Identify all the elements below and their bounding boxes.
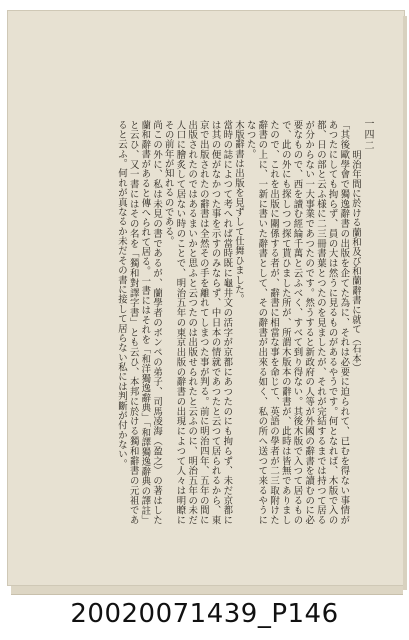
paragraph-4: 尚この外に、私は未見の書であるが、蘭學者のボンペの弟子、司馬凌海（盈之）の著はした蘭和辭書があると傳へられて居る。一書にはそれを「和洋獨逸辭典」「和譯獨逸辭典の譯註」と云ひ、又一書にはその名を「獨和對譯字書」とも云ひ、本邦に於ける獨和辭書の元祖であると云ふ。何れが真なるか未だその書に接して居らない私には判斷が付かない。 — [115, 120, 163, 525]
section-heading: 明治年間に於ける蘭和及び和蘭辭書に就て（石本） — [350, 150, 361, 373]
paragraph-3: 當時の誌によつて考へれば當時既に龜井文の活字が京都にあつたのにも拘らず、未だ京都には其の便がなかつた事を示すのみならず、中日本の情就であつたと云つて居られるから、東京で出版されたの辭書は全然その手を離れてしまつた事が判る。前に明治四年、五年の間に出版されたのではあるまいかと思ふと云つたのは出版せられたと云ふのに、明治五年の未だ人口に膾炙して居ない時のことで、明治五年の東京出版の辭書の出現によつて人々は明瞭にその前年が知れるのである。 — [162, 120, 233, 525]
page-edge-right — [403, 16, 407, 590]
paragraph-1: 「其後歐學會で獨逸辭書の出版を企てた為に、それは必要に迫られて、已むを得ない事情があつたにしても拘らず、員の大は然うに見るものがあるやうです。何となれば、木版で入の都、日の部と云ふ様に二三冊書葉とつたのを見ましたが、それが完結するまでは持つて居るが分からない一大事業であつたのです。然うすると新政府の人等が外國の辭書を讀むのに必要なもので、西を讀む經綸千萬と云ふべく、すべて到り得ない。其後木版で入つて居るもので、此の外にも探しつつ探て貰ひました所が、所謂木版本の辭書が、此時は皆無でありましたので、これを出版に關係する者が、辭書に相當な事を命じて、英語の學者が二三取附けた辭書の上に、一新に書いた辭書として、その辭書が出來る如く、私の所へ送つて来るやうになつた。 — [244, 120, 350, 525]
page-number: 一四二 — [362, 118, 373, 151]
image-caption: 20020071439_P146 — [70, 599, 339, 629]
vertical-body-text — [63, 120, 361, 525]
paragraph-2: 木版辭書は出版を見ずして仕舞ひました。 — [232, 120, 244, 305]
